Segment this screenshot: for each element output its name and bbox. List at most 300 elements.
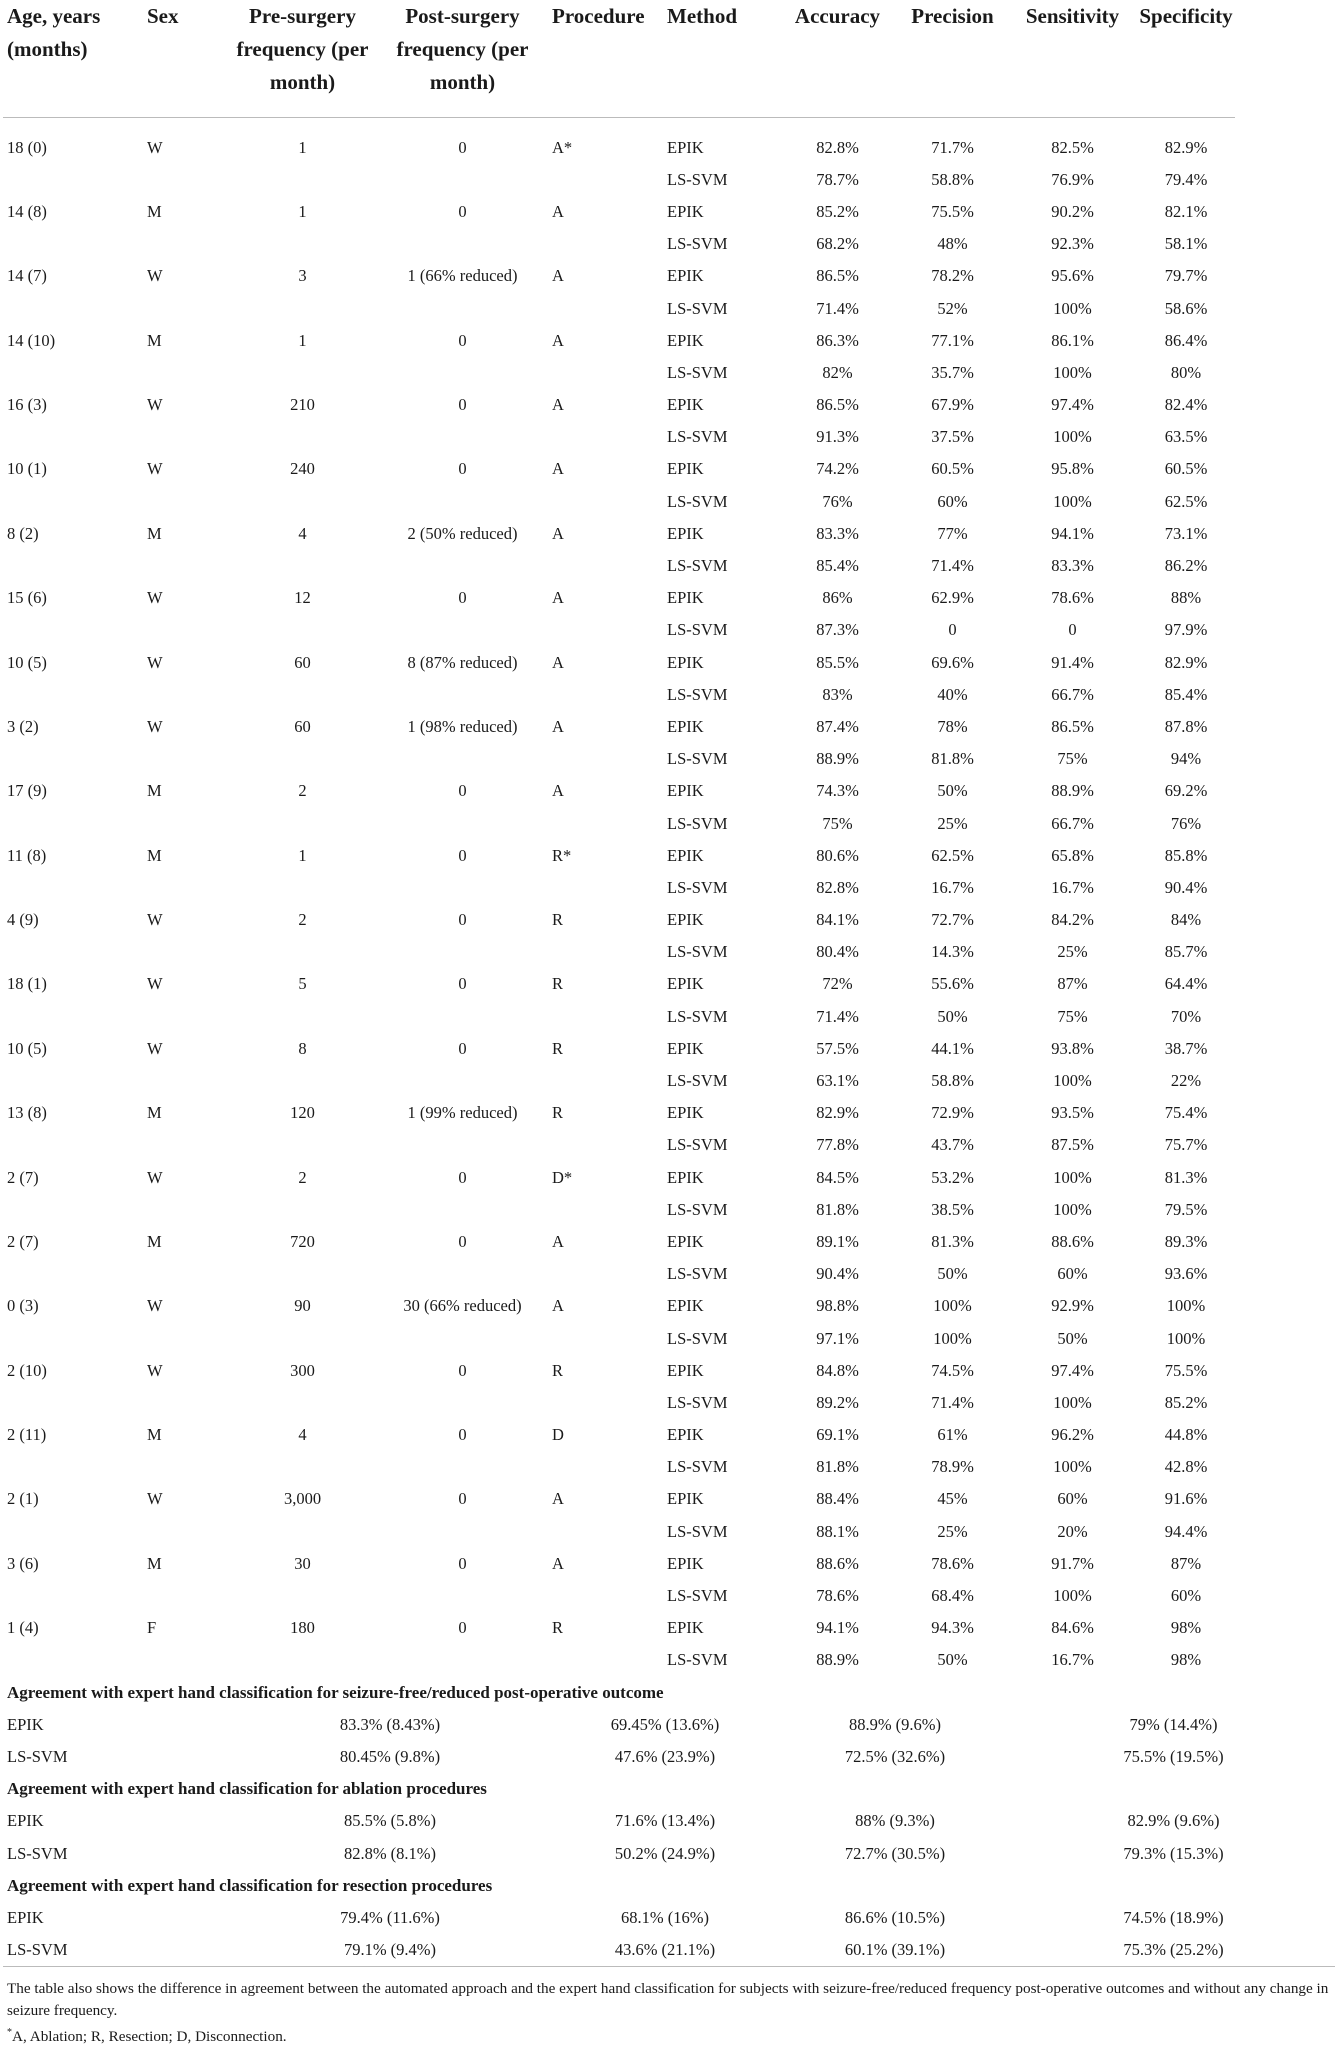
empty-cell: [143, 1258, 228, 1290]
specificity-cell: 86.2%: [1164, 556, 1208, 576]
empty-cell: [373, 421, 548, 453]
specificity-cell: 100%: [1166, 1328, 1206, 1348]
accuracy-cell: 71.4%: [816, 298, 859, 318]
accuracy-cell: 81.8%: [816, 1199, 859, 1219]
precision-cell: 48%: [937, 234, 968, 254]
sensitivity-cell: 100%: [1053, 491, 1092, 511]
empty-cell: [373, 1644, 548, 1676]
procedure-cell: A: [552, 1553, 564, 1573]
empty-cell: [548, 1387, 663, 1419]
accuracy-cell: 81.8%: [816, 1457, 859, 1477]
empty-cell: [548, 807, 663, 839]
sensitivity-cell: 84.6%: [1051, 1618, 1094, 1638]
empty-cell: [228, 936, 373, 968]
method-cell: EPIK: [7, 1811, 44, 1831]
accuracy-cell: 74.3%: [816, 781, 859, 801]
empty-cell: [373, 357, 548, 389]
sensitivity-summary-cell: 88% (9.3%): [855, 1811, 935, 1831]
empty-cell: [143, 1516, 228, 1548]
sensitivity-cell: 100%: [1053, 1167, 1092, 1187]
age-cell: 2 (7): [7, 1231, 39, 1251]
post-surgery-cell: 0: [458, 1618, 467, 1638]
section-header-row: [3, 1773, 1335, 1805]
empty-cell: [373, 550, 548, 582]
accuracy-cell: 68.2%: [816, 234, 859, 254]
method-cell: EPIK: [667, 201, 704, 221]
specificity-cell: 62.5%: [1164, 491, 1208, 511]
accuracy-cell: 88.4%: [816, 1489, 859, 1509]
table-row: [3, 1194, 1335, 1226]
table-row: [3, 968, 1335, 1000]
header-procedure: Procedure: [548, 0, 663, 117]
table-row: [3, 389, 1335, 421]
specificity-cell: 86.4%: [1164, 330, 1208, 350]
accuracy-cell: 85.5%: [816, 652, 859, 672]
accuracy-cell: 78.6%: [816, 1586, 859, 1606]
empty-cell: [3, 486, 143, 518]
accuracy-cell: 86%: [822, 588, 853, 608]
empty-cell: [3, 1322, 143, 1354]
empty-cell: [143, 1065, 228, 1097]
empty-cell: [548, 872, 663, 904]
header-age: Age, years (months): [3, 0, 143, 117]
empty-cell: [228, 614, 373, 646]
sensitivity-cell: 96.2%: [1051, 1425, 1094, 1445]
accuracy-summary-cell: 80.45% (9.8%): [339, 1746, 441, 1766]
specificity-cell: 75.5%: [1164, 1360, 1208, 1380]
precision-summary-cell: 71.6% (13.4%): [614, 1811, 716, 1831]
specificity-cell: 90.4%: [1164, 877, 1208, 897]
empty-cell: [143, 1194, 228, 1226]
pre-surgery-cell: 60: [294, 652, 311, 672]
specificity-summary-cell: 74.5% (18.9%): [1123, 1907, 1224, 1927]
specificity-cell: 98%: [1170, 1650, 1202, 1670]
specificity-cell: 75.4%: [1164, 1103, 1208, 1123]
age-cell: 17 (9): [7, 781, 47, 801]
empty-cell: [143, 1001, 228, 1033]
precision-cell: 50%: [937, 1264, 968, 1284]
empty-cell: [3, 1451, 143, 1483]
precision-cell: 77.1%: [931, 330, 974, 350]
precision-cell: 14.3%: [931, 942, 974, 962]
sensitivity-cell: 75%: [1057, 749, 1088, 769]
results-table: [3, 0, 1335, 1967]
specificity-cell: 82.4%: [1164, 395, 1208, 415]
specificity-cell: 93.6%: [1164, 1264, 1208, 1284]
age-cell: 2 (7): [7, 1167, 39, 1187]
specificity-cell: 85.4%: [1164, 684, 1208, 704]
pre-surgery-cell: 2: [298, 781, 307, 801]
specificity-cell: 80%: [1170, 362, 1202, 382]
age-cell: 13 (8): [7, 1103, 47, 1123]
post-surgery-cell: 0: [458, 1231, 467, 1251]
precision-cell: 75.5%: [931, 201, 974, 221]
procedure-cell: R: [552, 1103, 564, 1123]
method-cell: LS-SVM: [667, 749, 728, 769]
method-cell: LS-SVM: [667, 877, 728, 897]
pre-surgery-cell: 2: [298, 910, 307, 930]
age-cell: 3 (2): [7, 716, 39, 736]
pre-surgery-cell: 720: [290, 1231, 315, 1251]
accuracy-cell: 87.4%: [816, 716, 859, 736]
empty-cell: [143, 1644, 228, 1676]
table-row: [3, 1451, 1335, 1483]
precision-cell: 78%: [937, 716, 968, 736]
accuracy-cell: 77.8%: [816, 1135, 859, 1155]
empty-cell: [228, 1065, 373, 1097]
sensitivity-cell: 66.7%: [1051, 684, 1094, 704]
post-surgery-cell: 0: [458, 395, 467, 415]
sensitivity-cell: 92.9%: [1051, 1296, 1094, 1316]
sex-cell: W: [147, 974, 163, 994]
summary-row: [3, 1805, 1335, 1837]
sensitivity-cell: 88.6%: [1051, 1231, 1094, 1251]
sensitivity-cell: 87%: [1057, 974, 1088, 994]
method-cell: EPIK: [667, 1038, 704, 1058]
empty-cell: [548, 421, 663, 453]
footnote-abbreviations: [7, 2022, 1332, 2048]
age-cell: 10 (5): [7, 652, 47, 672]
pre-surgery-cell: 1: [298, 330, 307, 350]
sex-cell: M: [147, 523, 162, 543]
sex-cell: M: [147, 781, 162, 801]
precision-cell: 78.6%: [931, 1553, 974, 1573]
post-surgery-cell: 0: [458, 588, 467, 608]
precision-cell: 62.5%: [931, 845, 974, 865]
specificity-cell: 82.1%: [1164, 201, 1208, 221]
precision-cell: 40%: [937, 684, 968, 704]
accuracy-cell: 88.1%: [816, 1521, 859, 1541]
empty-cell: [548, 1322, 663, 1354]
empty-cell: [143, 486, 228, 518]
sensitivity-cell: 94.1%: [1051, 523, 1094, 543]
procedure-cell: A: [552, 330, 564, 350]
accuracy-cell: 88.9%: [816, 749, 859, 769]
method-cell: EPIK: [667, 781, 704, 801]
post-surgery-cell: 0: [458, 201, 467, 221]
accuracy-summary-cell: 82.8% (8.1%): [343, 1843, 437, 1863]
empty-cell: [373, 936, 548, 968]
method-cell: EPIK: [667, 1167, 704, 1187]
accuracy-cell: 74.2%: [816, 459, 859, 479]
accuracy-cell: 87.3%: [816, 620, 859, 640]
post-surgery-cell: 1 (99% reduced): [407, 1103, 518, 1123]
age-cell: 0 (3): [7, 1296, 39, 1316]
sensitivity-cell: 82.5%: [1051, 137, 1094, 157]
method-cell: EPIK: [667, 974, 704, 994]
age-cell: 10 (5): [7, 1038, 47, 1058]
empty-cell: [548, 1194, 663, 1226]
procedure-cell: A: [552, 459, 564, 479]
sensitivity-cell: 92.3%: [1051, 234, 1094, 254]
empty-cell: [228, 1580, 373, 1612]
method-cell: EPIK: [667, 652, 704, 672]
sensitivity-cell: 76.9%: [1051, 169, 1094, 189]
procedure-cell: A: [552, 395, 564, 415]
precision-cell: 35.7%: [931, 362, 974, 382]
precision-cell: 100%: [933, 1328, 972, 1348]
table-row: [3, 872, 1335, 904]
specificity-cell: 63.5%: [1164, 427, 1208, 447]
pre-surgery-cell: 1: [298, 845, 307, 865]
precision-cell: 37.5%: [931, 427, 974, 447]
header-accuracy: Accuracy: [778, 0, 893, 117]
empty-cell: [143, 1451, 228, 1483]
specificity-cell: 60.5%: [1164, 459, 1208, 479]
empty-cell: [228, 679, 373, 711]
accuracy-cell: 85.2%: [816, 201, 859, 221]
spacer-row: [3, 117, 1335, 132]
age-cell: 2 (1): [7, 1489, 39, 1509]
table-row: [3, 421, 1335, 453]
empty-cell: [3, 1065, 143, 1097]
accuracy-cell: 80.4%: [816, 942, 859, 962]
accuracy-cell: 84.5%: [816, 1167, 859, 1187]
method-cell: EPIK: [667, 1618, 704, 1638]
precision-cell: 44.1%: [931, 1038, 974, 1058]
specificity-cell: 69.2%: [1164, 781, 1208, 801]
empty-cell: [548, 1580, 663, 1612]
accuracy-cell: 84.8%: [816, 1360, 859, 1380]
specificity-cell: 76%: [1170, 813, 1202, 833]
sensitivity-summary-cell: 88.9% (9.6%): [848, 1714, 942, 1734]
pre-surgery-cell: 12: [294, 588, 311, 608]
specificity-cell: 81.3%: [1164, 1167, 1208, 1187]
sensitivity-cell: 100%: [1053, 1071, 1092, 1091]
precision-cell: 0: [948, 620, 957, 640]
method-cell: LS-SVM: [667, 1586, 728, 1606]
table-row: [3, 743, 1335, 775]
table-row: [3, 1419, 1335, 1451]
section-header-row: [3, 1677, 1335, 1709]
post-surgery-cell: 0: [458, 1167, 467, 1187]
post-surgery-cell: 0: [458, 1038, 467, 1058]
pre-surgery-cell: 60: [294, 716, 311, 736]
pre-surgery-cell: 90: [294, 1296, 311, 1316]
precision-cell: 58.8%: [931, 1071, 974, 1091]
table-body: [3, 117, 1335, 1967]
specificity-summary-cell: 75.3% (25.2%): [1008, 1934, 1335, 1967]
sensitivity-cell: 83.3%: [1051, 556, 1094, 576]
accuracy-cell: 86.5%: [816, 266, 859, 286]
empty-cell: [228, 1516, 373, 1548]
accuracy-summary-cell: 79.1% (9.4%): [228, 1934, 548, 1967]
accuracy-cell: 90.4%: [816, 1264, 859, 1284]
empty-cell: [3, 1129, 143, 1161]
sex-cell: W: [147, 137, 163, 157]
precision-cell: 81.8%: [931, 749, 974, 769]
sensitivity-cell: 93.8%: [1051, 1038, 1094, 1058]
empty-cell: [373, 1516, 548, 1548]
sex-cell: W: [147, 395, 163, 415]
procedure-cell: A: [552, 1231, 564, 1251]
accuracy-cell: 80.6%: [816, 845, 859, 865]
method-cell: LS-SVM: [667, 620, 728, 640]
sensitivity-cell: 97.4%: [1051, 395, 1094, 415]
empty-cell: [143, 1580, 228, 1612]
table-row: [3, 1612, 1335, 1644]
empty-cell: [3, 743, 143, 775]
table-footnote: [7, 1978, 1332, 2048]
table-row: [3, 1226, 1335, 1258]
method-cell: LS-SVM: [667, 1199, 728, 1219]
empty-cell: [3, 1258, 143, 1290]
precision-cell: 71.7%: [931, 137, 974, 157]
method-cell: LS-SVM: [667, 1521, 728, 1541]
table-row: [3, 1001, 1335, 1033]
accuracy-cell: 84.1%: [816, 910, 859, 930]
post-surgery-cell: 30 (66% reduced): [403, 1296, 522, 1316]
specificity-cell: 100%: [1166, 1296, 1206, 1316]
empty-cell: [373, 1451, 548, 1483]
precision-cell: 50%: [937, 1006, 968, 1026]
accuracy-cell: 82.8%: [816, 137, 859, 157]
specificity-summary-cell: 79.3% (15.3%): [1123, 1843, 1224, 1863]
sex-cell: W: [147, 1038, 163, 1058]
empty-cell: [548, 1516, 663, 1548]
table-row: [3, 1355, 1335, 1387]
specificity-cell: 87%: [1170, 1553, 1202, 1573]
empty-cell: [228, 1258, 373, 1290]
method-cell: LS-SVM: [3, 1934, 228, 1967]
empty-cell: [3, 1194, 143, 1226]
precision-cell: 78.9%: [931, 1457, 974, 1477]
empty-cell: [373, 872, 548, 904]
precision-cell: 78.2%: [931, 266, 974, 286]
empty-cell: [143, 1129, 228, 1161]
sensitivity-cell: 16.7%: [1051, 1650, 1094, 1670]
precision-cell: 43.7%: [931, 1135, 974, 1155]
post-surgery-cell: 2 (50% reduced): [407, 523, 518, 543]
sensitivity-cell: 87.5%: [1051, 1135, 1094, 1155]
sex-cell: W: [147, 459, 163, 479]
age-cell: 2 (10): [7, 1360, 47, 1380]
age-cell: 14 (8): [7, 201, 47, 221]
procedure-cell: R: [552, 1360, 564, 1380]
procedure-cell: R: [552, 1038, 564, 1058]
table-row: [3, 453, 1335, 485]
sensitivity-cell: 88.9%: [1051, 781, 1094, 801]
accuracy-cell: 82.8%: [816, 877, 859, 897]
specificity-cell: 60%: [1170, 1586, 1202, 1606]
procedure-cell: R: [552, 1618, 564, 1638]
method-cell: LS-SVM: [667, 1328, 728, 1348]
specificity-cell: 85.2%: [1164, 1392, 1208, 1412]
specificity-cell: 88%: [1170, 588, 1202, 608]
empty-cell: [228, 1387, 373, 1419]
precision-cell: 71.4%: [931, 1392, 974, 1412]
sensitivity-cell: 100%: [1053, 1392, 1092, 1412]
pre-surgery-cell: 30: [294, 1553, 311, 1573]
method-cell: EPIK: [7, 1714, 44, 1734]
sensitivity-cell: 65.8%: [1051, 845, 1094, 865]
table-row: [3, 1065, 1335, 1097]
precision-cell: 69.6%: [931, 652, 974, 672]
specificity-cell: 94.4%: [1164, 1521, 1208, 1541]
sensitivity-cell: 84.2%: [1051, 910, 1094, 930]
empty-cell: [3, 679, 143, 711]
precision-summary-cell: 50.2% (24.9%): [614, 1843, 716, 1863]
precision-cell: 38.5%: [931, 1199, 974, 1219]
empty-cell: [548, 1065, 663, 1097]
age-cell: 8 (2): [7, 523, 39, 543]
method-cell: EPIK: [667, 330, 704, 350]
empty-cell: [548, 550, 663, 582]
precision-cell: 81.3%: [931, 1231, 974, 1251]
post-surgery-cell: 0: [458, 137, 467, 157]
pre-surgery-cell: 4: [298, 1425, 307, 1445]
specificity-cell: 82.9%: [1164, 652, 1208, 672]
pre-surgery-cell: 2: [298, 1167, 307, 1187]
accuracy-cell: 89.2%: [816, 1392, 859, 1412]
sex-cell: W: [147, 588, 163, 608]
table-row: [3, 840, 1335, 872]
post-surgery-cell: 0: [458, 974, 467, 994]
specificity-cell: 85.7%: [1164, 942, 1208, 962]
header-method: Method: [663, 0, 778, 117]
specificity-cell: 64.4%: [1164, 974, 1208, 994]
header-precision: Precision: [893, 0, 1008, 117]
precision-cell: 55.6%: [931, 974, 974, 994]
sex-cell: M: [147, 1231, 162, 1251]
method-cell: LS-SVM: [667, 1071, 728, 1091]
accuracy-cell: 94.1%: [816, 1618, 859, 1638]
empty-cell: [548, 743, 663, 775]
empty-cell: [548, 164, 663, 196]
table-row: [3, 1644, 1335, 1676]
method-cell: LS-SVM: [667, 1264, 728, 1284]
precision-cell: 45%: [937, 1489, 968, 1509]
pre-surgery-cell: 180: [290, 1618, 315, 1638]
procedure-cell: A: [552, 1489, 564, 1509]
precision-cell: 50%: [937, 1650, 968, 1670]
empty-cell: [3, 164, 143, 196]
sex-cell: M: [147, 1553, 162, 1573]
empty-cell: [373, 743, 548, 775]
age-cell: 4 (9): [7, 910, 39, 930]
sensitivity-cell: 100%: [1053, 362, 1092, 382]
specificity-cell: 79.7%: [1164, 266, 1208, 286]
procedure-cell: A*: [552, 137, 573, 157]
sensitivity-cell: 66.7%: [1051, 813, 1094, 833]
precision-cell: 52%: [937, 298, 968, 318]
empty-cell: [373, 292, 548, 324]
sensitivity-cell: 86.1%: [1051, 330, 1094, 350]
empty-cell: [228, 486, 373, 518]
precision-cell: 100%: [933, 1296, 972, 1316]
sensitivity-cell: 86.5%: [1051, 716, 1094, 736]
precision-cell: 58.8%: [931, 169, 974, 189]
empty-cell: [373, 486, 548, 518]
post-surgery-cell: 0: [458, 1489, 467, 1509]
table-row: [3, 647, 1335, 679]
empty-cell: [3, 936, 143, 968]
table-row: [3, 1033, 1335, 1065]
accuracy-cell: 57.5%: [816, 1038, 859, 1058]
precision-cell: 71.4%: [931, 556, 974, 576]
table-row: [3, 1258, 1335, 1290]
sensitivity-cell: 100%: [1053, 1199, 1092, 1219]
procedure-cell: R: [552, 974, 564, 994]
empty-cell: [228, 292, 373, 324]
empty-cell: [3, 1644, 143, 1676]
procedure-cell: A: [552, 716, 564, 736]
table-row: [3, 357, 1335, 389]
precision-cell: 61%: [937, 1425, 968, 1445]
method-cell: EPIK: [7, 1907, 44, 1927]
footnote-mark: *: [7, 2027, 12, 2038]
empty-cell: [143, 1387, 228, 1419]
